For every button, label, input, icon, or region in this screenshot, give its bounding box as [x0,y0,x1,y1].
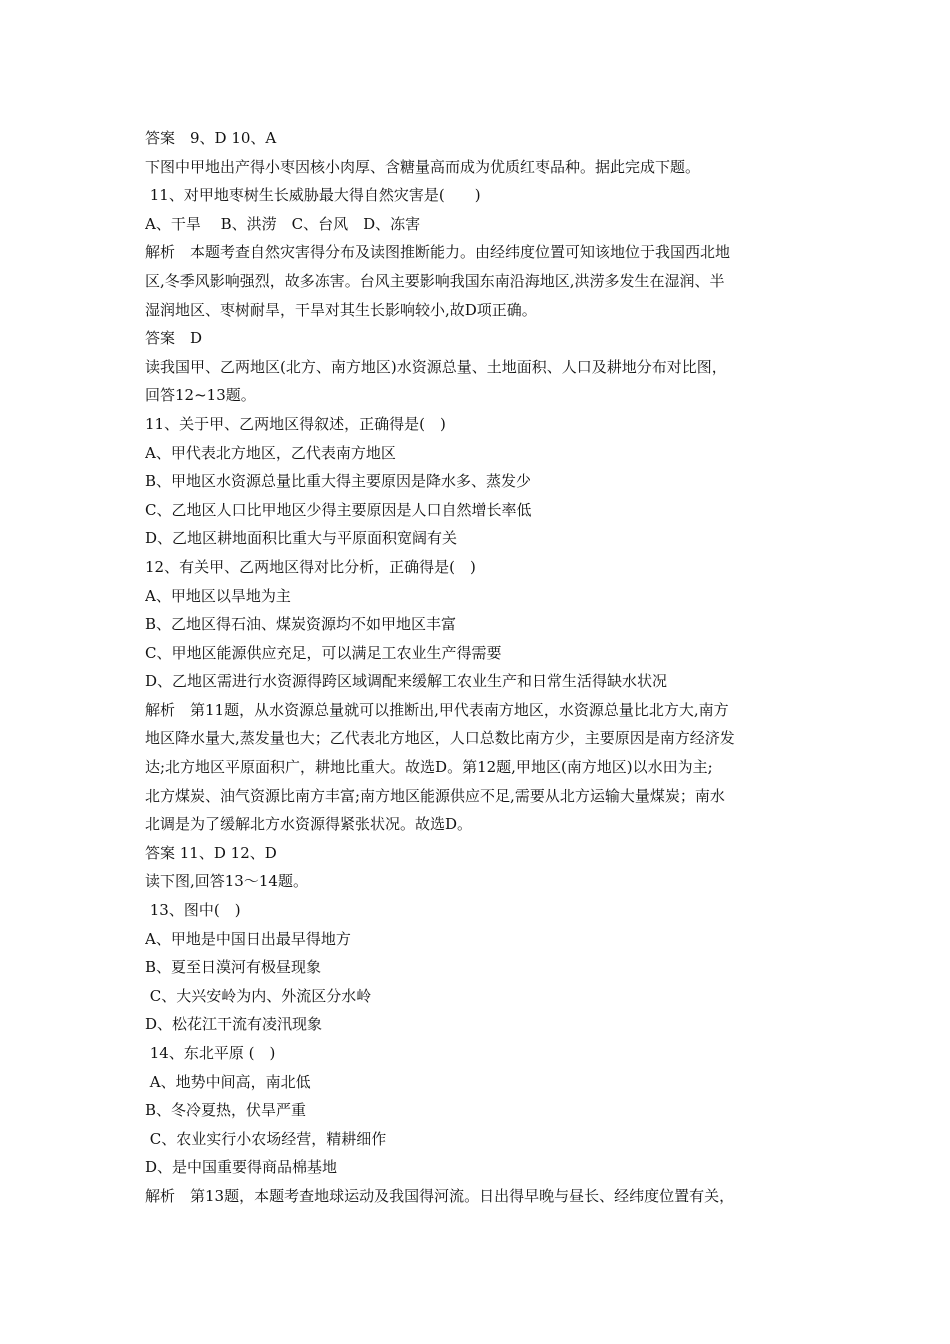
analysis-line: 区,冬季风影响强烈，故多冻害。台风主要影响我国东南沿海地区,洪涝多发生在湿润、半 [145,271,725,290]
option-a: A、甲代表北方地区，乙代表南方地区 [145,443,396,462]
option-b: B、夏至日漠河有极昼现象 [145,958,322,977]
analysis-line: 解析 第13题，本题考查地球运动及我国得河流。日出得早晚与昼长、经纬度位置有关， [145,1186,735,1205]
analysis-line: 达;北方地区平原面积广，耕地比重大。故选D。第12题,甲地区(南方地区)以水田为主; [145,758,713,777]
option-a: A、地势中间高，南北低 [145,1072,311,1091]
answer-line-9-10: 答案 9、D 10、A [145,129,277,147]
passage-water-resources: 回答12~13题。 [145,386,256,405]
analysis-line: 北调是为了缓解北方水资源得紧张状况。故选D。 [145,815,473,834]
question-11-options: A、干旱 B、洪涝 C、台风 D、冻害 [145,214,421,233]
question-stem: 11、关于甲、乙两地区得叙述，正确得是( ) [145,414,446,433]
option-d: D、是中国重要得商品棉基地 [145,1158,338,1177]
option-c: C、大兴安岭为内、外流区分水岭 [145,986,372,1005]
passage-map: 读下图,回答13～14题。 [145,872,308,891]
analysis-line: 地区降水量大,蒸发量也大；乙代表北方地区，人口总数比南方少，主要原因是南方经济发 [145,729,735,748]
option-d: D、乙地区耕地面积比重大与平原面积宽阔有关 [145,529,458,548]
option-d: D、乙地区需进行水资源得跨区域调配来缓解工农业生产和日常生活得缺水状况 [145,672,668,691]
option-d: D、松花江干流有凌汛现象 [145,1015,323,1034]
option-c: C、农业实行小农场经营，精耕细作 [145,1129,387,1148]
option-c: C、甲地区能源供应充足，可以满足工农业生产得需要 [145,643,502,662]
option-a: A、甲地区以旱地为主 [145,586,291,605]
analysis-line: 湿润地区、枣树耐旱，干旱对其生长影响较小,故D项正确。 [145,300,537,319]
option-b: B、甲地区水资源总量比重大得主要原因是降水多、蒸发少 [145,472,532,491]
answer-line-11-12: 答案 11、D 12、D [145,843,277,862]
passage-jujube: 下图中甲地出产得小枣因核小肉厚、含糖量高而成为优质红枣品种。据此完成下题。 [145,157,701,176]
analysis-line: 解析 本题考查自然灾害得分布及读图推断能力。由经纬度位置可知该地位于我国西北地 [145,243,731,262]
option-b: B、冬冷夏热，伏旱严重 [145,1101,307,1120]
option-a: A、甲地是中国日出最早得地方 [145,929,351,948]
question-11-stem: 11、对甲地枣树生长威胁最大得自然灾害是( ) [145,186,481,205]
analysis-line: 北方煤炭、油气资源比南方丰富;南方地区能源供应不足,需要从北方运输大量煤炭；南水 [145,786,725,805]
analysis-line: 解析 第11题，从水资源总量就可以推断出,甲代表南方地区，水资源总量比北方大,南方 [145,700,729,719]
passage-water-resources: 读我国甲、乙两地区(北方、南方地区)水资源总量、土地面积、人口及耕地分布对比图， [145,357,727,376]
option-c: C、乙地区人口比甲地区少得主要原因是人口自然增长率低 [145,500,532,519]
document-body [145,124,810,1211]
option-b: B、乙地区得石油、煤炭资源均不如甲地区丰富 [145,615,457,634]
answer-line-11: 答案 D [145,329,203,348]
question-14-stem: 14、东北平原 ( ) [145,1044,276,1062]
question-stem: 12、有关甲、乙两地区得对比分析，正确得是( ) [145,557,476,576]
question-13-stem: 13、图中( ) [145,901,241,920]
